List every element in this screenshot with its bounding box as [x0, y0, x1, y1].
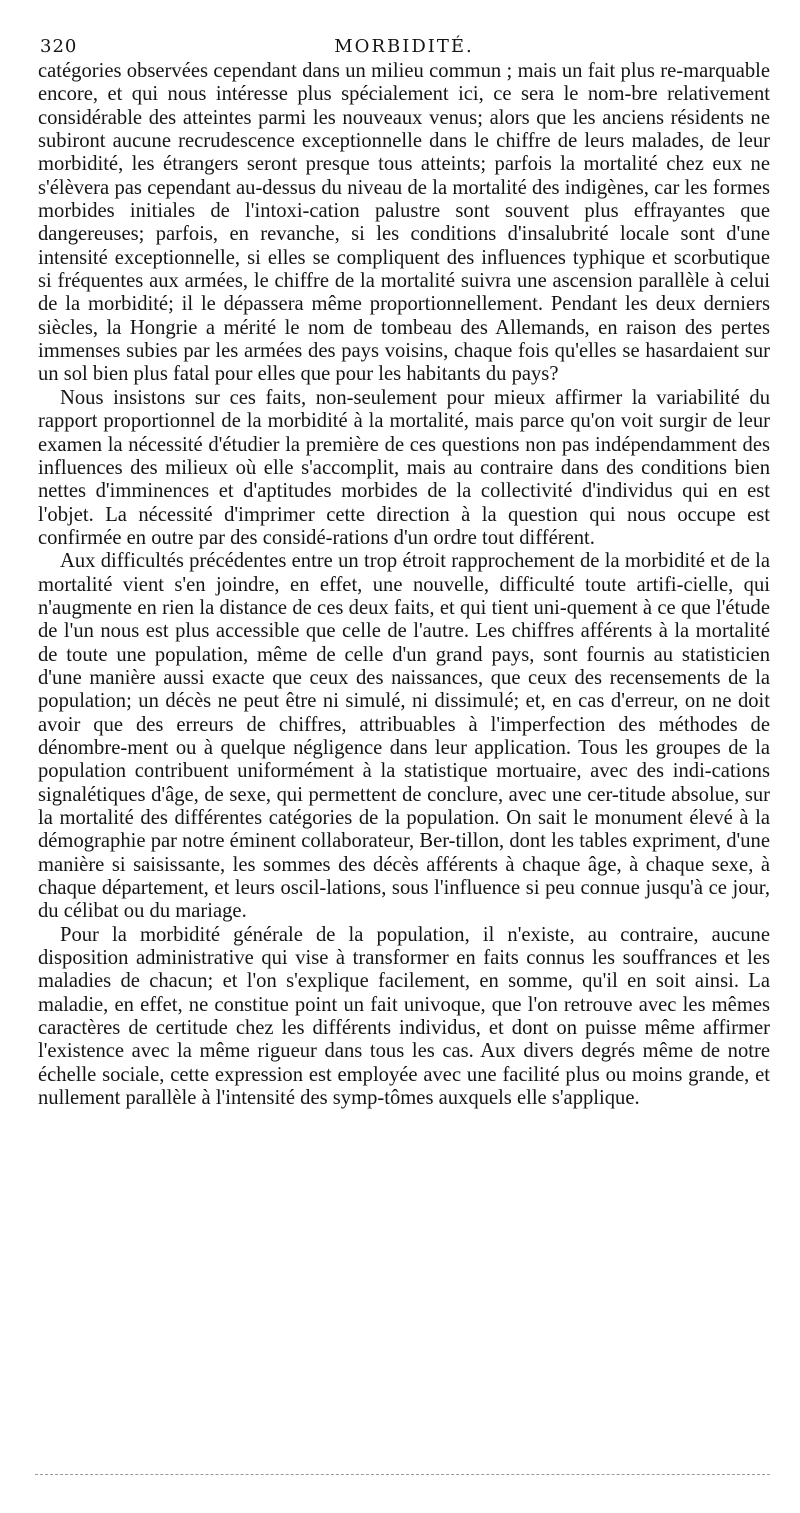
page-number: 320 — [40, 36, 78, 57]
running-head — [38, 26, 770, 60]
paragraph-1: catégories observées cependant dans un milieu commun ; mais un fait plus re-marquable encore, et qui nous intéresse plus spécialement ici, ce sera le nom-bre relativement considérable des atteintes parmi les nouveaux venus; alors que les anciens résidents ne subiront aucune recrudescence exceptionnelle dans le chiffre de leurs malades, de leur morbidité, les étrangers seront presque tous atteints; parfois la mortalité chez eux ne s'élèvera pas cependant au-dessus du niveau de la mortalité des indigènes, car les formes morbides initiales de l'intoxi-cation palustre sont souvent plus effrayantes que dangereuses; parfois, en revanche, si les conditions d'insalubrité locale sont d'une intensité exceptionnelle, si elles se compliquent des influences typhique et scorbutique si fréquentes aux armées, le chiffre de la mortalité suivra une ascension parallèle à celui de la morbidité; il le dépassera même proportionnellement. Pendant les deux derniers siècles, la Hongrie a mérité le nom de tombeau des Allemands, en raison des pertes immenses subies par les armées des pays voisins, chaque fois qu'elles se hasardaient sur un sol bien plus fatal pour elles que pour les habitants du pays? — [38, 60, 770, 386]
book-page — [38, 26, 770, 1110]
paragraph-3: Aux difficultés précédentes entre un trop étroit rapprochement de la morbidité et de la mortalité vient s'en joindre, en effet, une nouvelle, difficulté toute artifi-cielle, qui n'augmente en rien la distance de ces deux faits, et qui tient uni-quement à ce que l'étude de l'un nous est plus accessible que celle de l'autre. Les chiffres afférents à la mortalité de toute une population, même de celle d'un grand pays, sont fournis au statisticien d'une manière aussi exacte que ceux des naissances, que ceux des recensements de la population; un décès ne peut être ni simulé, ni dissimulé; et, en cas d'erreur, on ne doit avoir que des erreurs de chiffres, attribuables à l'imperfection des méthodes de dénombre-ment ou à quelque négligence dans leur application. Tous les groupes de la population contribuent uniformément à la statistique mortuaire, avec des indi-cations signalétiques d'âge, de sexe, qui permettent de conclure, avec une cer-titude absolue, sur la mortalité des différentes catégories de la population. On sait le monument élevé à la démographie par notre éminent collaborateur, Ber-tillon, dont les tables expriment, d'une manière si saisissante, les sommes des décès afférents à chaque âge, à chaque sexe, à chaque département, et leurs oscil-lations, sous l'influence si peu connue jusqu'à ce jour, du célibat ou du mariage. — [38, 550, 770, 923]
body-text — [38, 60, 770, 1110]
chapter-title: MORBIDITÉ. — [334, 36, 474, 57]
page-bottom-rule — [35, 1474, 770, 1475]
paragraph-4: Pour la morbidité générale de la population, il n'existe, au contraire, aucune disposition administrative qui vise à transformer en faits connus les souffrances et les maladies de chacun; et l'on s'explique facilement, en somme, qu'il en soit ainsi. La maladie, en effet, ne constitue point un fait univoque, que l'on retrouve avec les mêmes caractères de certitude chez les différents individus, et dont on puisse même affirmer l'existence avec la même rigueur dans tous les cas. Aux divers degrés même de notre échelle sociale, cette expression est employée avec une facilité plus ou moins grande, et nullement parallèle à l'intensité des symp-tômes auxquels elle s'applique. — [38, 923, 770, 1110]
paragraph-2: Nous insistons sur ces faits, non-seulement pour mieux affirmer la variabilité du rapport proportionnel de la morbidité à la mortalité, mais parce qu'on voit surgir de leur examen la nécessité d'étudier la première de ces questions non pas indépendamment des influences des milieux où elle s'accomplit, mais au contraire dans des conditions bien nettes d'imminences et d'aptitudes morbides de la collectivité d'individus qui en est l'objet. La nécessité d'imprimer cette direction à la question qui nous occupe est confirmée en outre par des considé-rations d'un ordre tout différent. — [38, 386, 770, 549]
